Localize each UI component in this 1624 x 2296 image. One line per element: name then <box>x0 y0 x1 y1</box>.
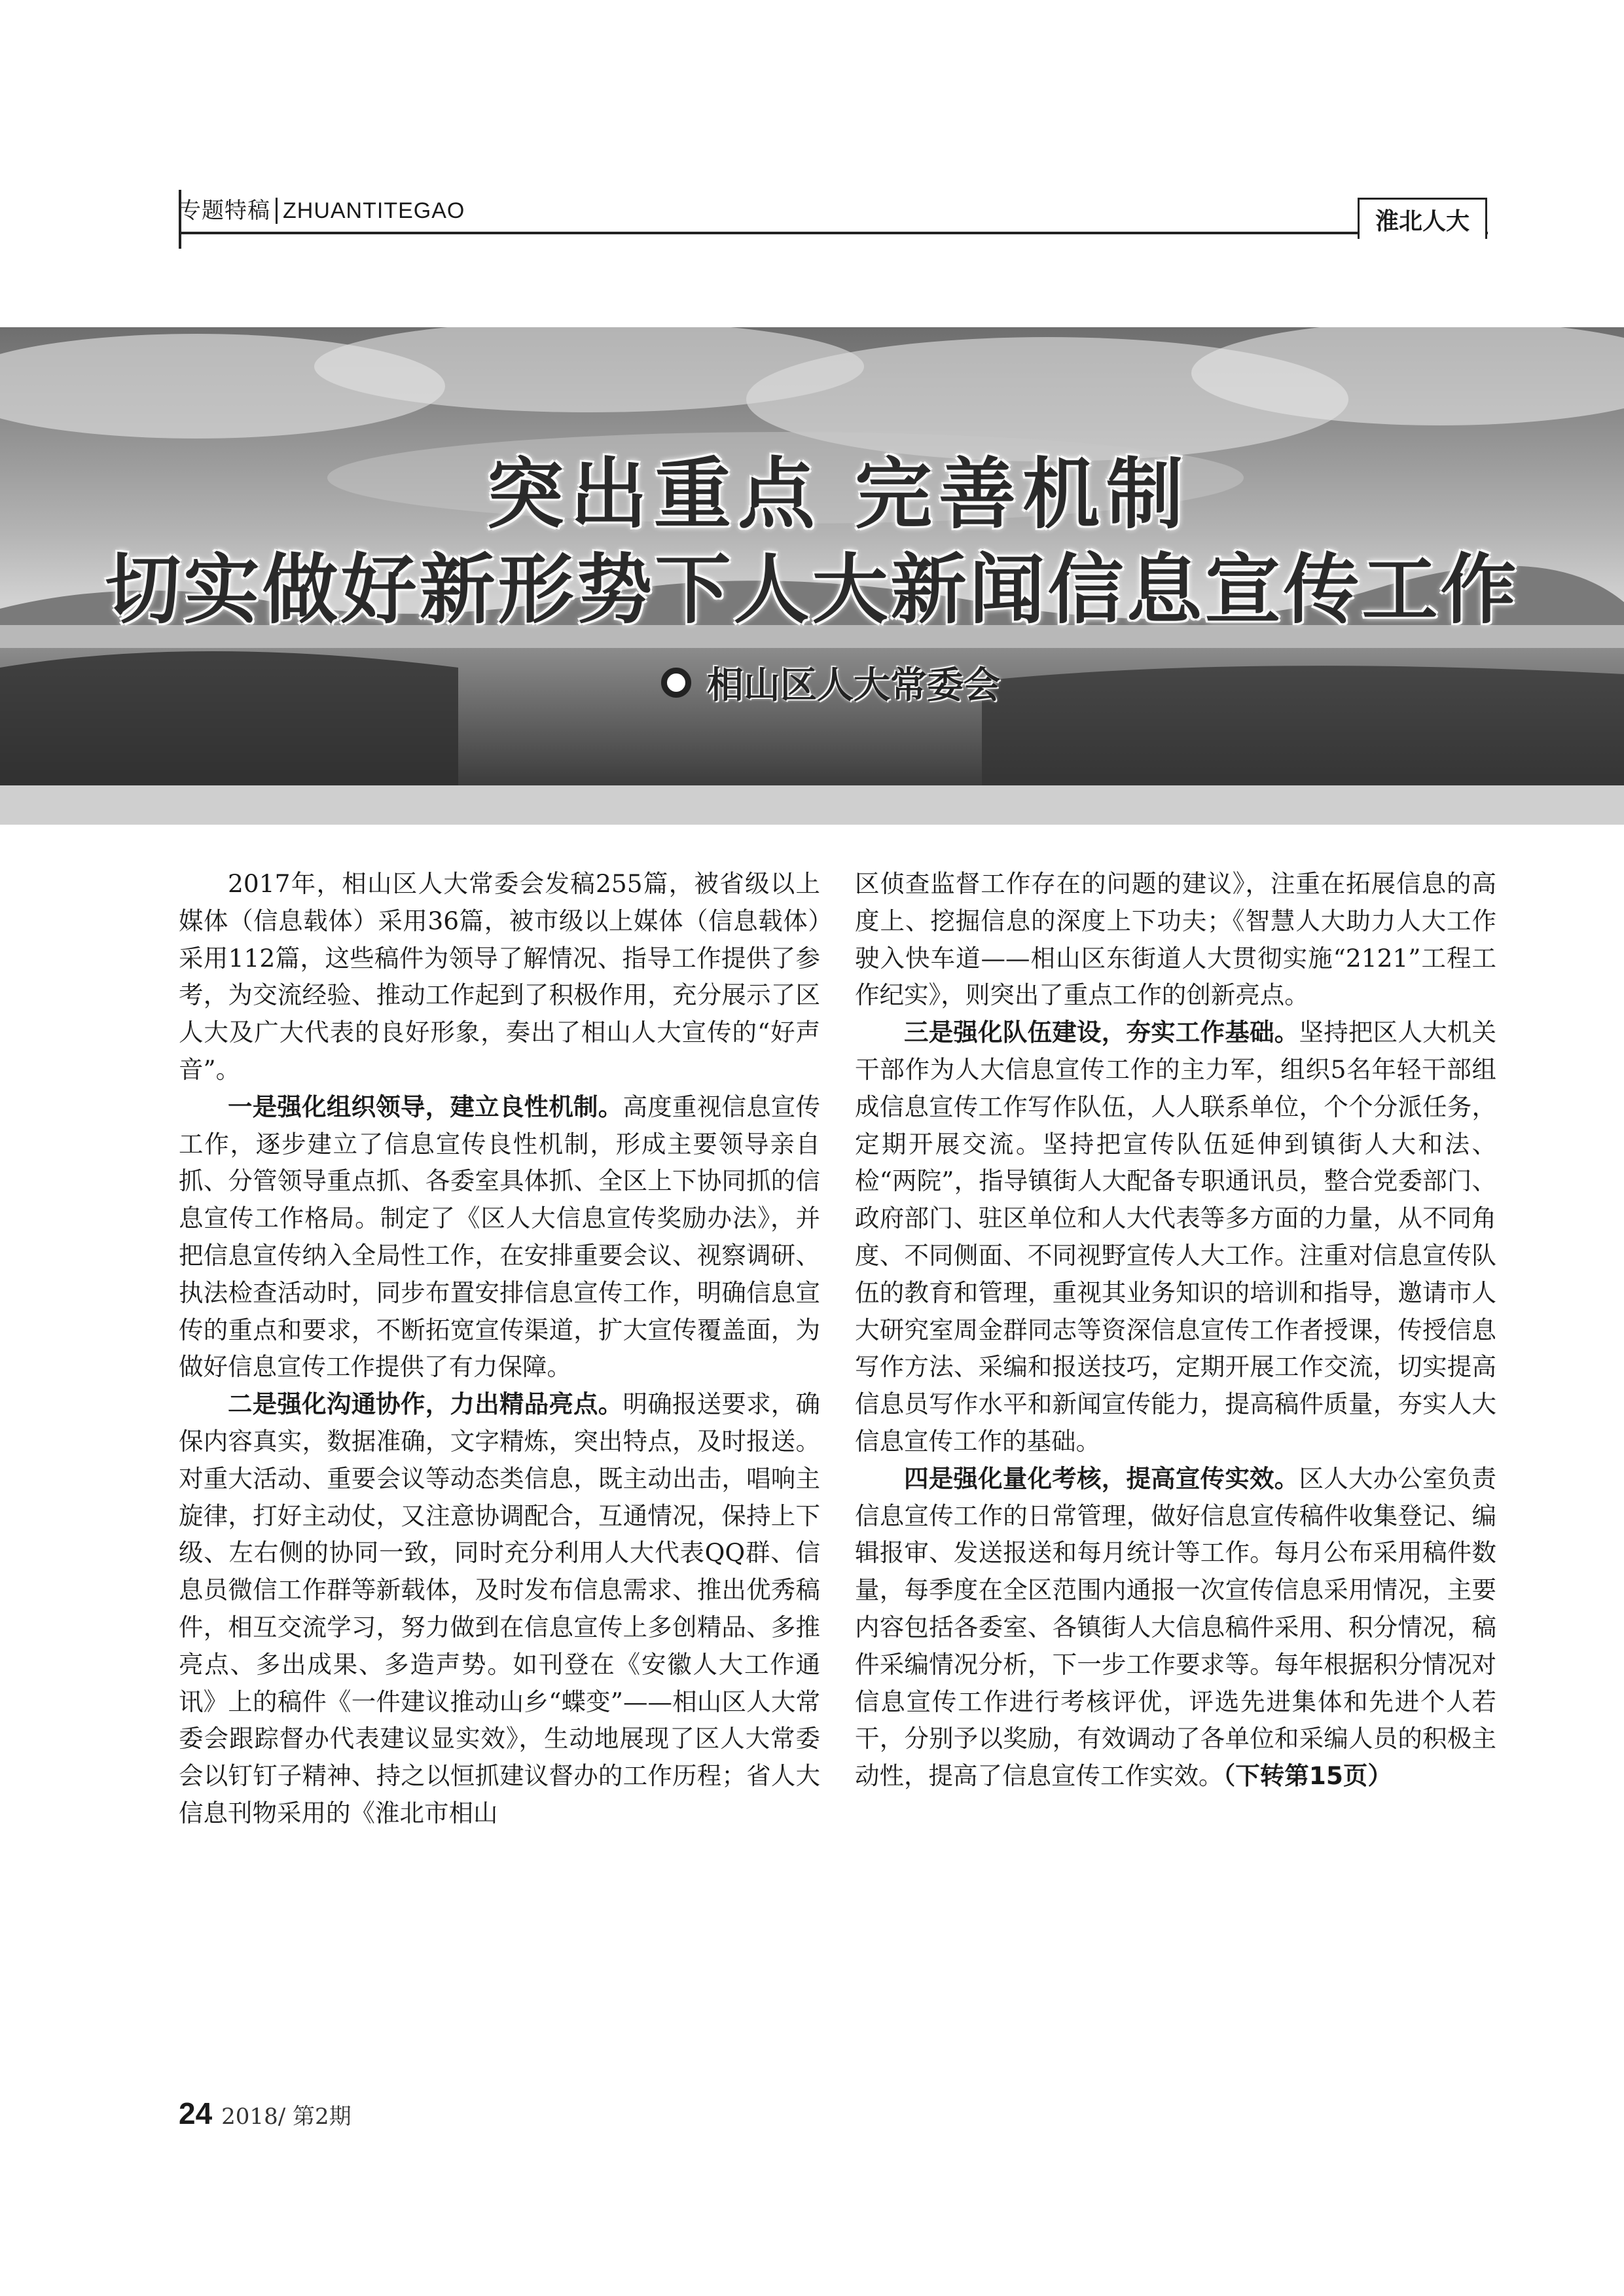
section-name: 专题特稿 <box>179 198 278 224</box>
article-column-right <box>855 865 1496 1795</box>
paragraph <box>855 1460 1496 1795</box>
paragraph-body: 区人大办公室负责信息宣传工作的日常管理，做好信息宣传稿件收集登记、编辑报审、发送报送和每月统计等工作。每月公布采用稿件数量，每季度在全区范围内通报一次宣传信息采用情况，主要内容包括各委室、各镇街人大信息稿件采用、积分情况，稿件采编情况分析，下一步工作要求等。每年根据积分情况对信息宣传工作进行考核评优，评选先进集体和先进个人若干，分别予以奖励，有效调动了各单位和采编人员的积极主动性，提高了信息宣传工作实效。 <box>855 1463 1497 1791</box>
paragraph <box>179 1088 820 1386</box>
circle-bullet-icon <box>661 668 691 698</box>
page-footer <box>179 2096 352 2135</box>
paragraph-lead: 二是强化沟通协作，力出精品亮点。 <box>228 1390 623 1419</box>
issue-label: 2018/ 第2期 <box>221 2104 352 2130</box>
page-number: 24 <box>179 2096 213 2130</box>
publication-name: 淮北人大 <box>1358 198 1487 239</box>
continued-note: （下转第15页） <box>1223 1761 1392 1791</box>
paragraph: 2017年，相山区人大常委会发稿255篇，被省级以上媒体（信息载体）采用36篇，被市级以上媒体（信息载体）采用112篇，这些稿件为领导了解情况、指导工作提供了参考，为交流经验、推动工作起到了积极作用，充分展示了区人大及广大代表的良好形象，奏出了相山人大宣传的“好声音”。 <box>179 869 820 1084</box>
article-column-left <box>179 865 820 1832</box>
header-rule <box>179 232 1488 234</box>
paragraph-lead: 四是强化量化考核，提高宣传实效。 <box>904 1463 1299 1493</box>
section-label <box>179 190 465 232</box>
paragraph <box>855 1014 1496 1460</box>
section-pinyin: ZHUANTITEGAO <box>283 198 465 223</box>
byline <box>661 660 1000 706</box>
paragraph-lead: 三是强化队伍建设，夯实工作基础。 <box>904 1018 1299 1047</box>
author: 相山区人大常委会 <box>707 664 1000 707</box>
paragraph-body: 高度重视信息宣传工作，逐步建立了信息宣传良性机制，形成主要领导亲自抓、分管领导重点抓、各委室具体抓、全区上下协同抓的信息宣传工作格局。制定了《区人大信息宣传奖励办法》，并把信息宣传纳入全局性工作，在安排重要会议、视察调研、执法检查活动时，同步布置安排信息宣传工作，明确信息宣传的重点和要求，不断拓宽宣传渠道，扩大宣传覆盖面，为做好信息宣传工作提供了有力保障。 <box>179 1092 821 1382</box>
paragraph-body: 坚持把区人大机关干部作为人大信息宣传工作的主力军，组织5名年轻干部组成信息宣传工作写作队伍，人人联系单位，个个分派任务，定期开展交流。坚持把宣传队伍延伸到镇街人大和法、检“两院”，指导镇街人大配备专职通讯员，整合党委部门、政府部门、驻区单位和人大代表等多方面的力量，从不同角度、不同侧面、不同视野宣传人大工作。注重对信息宣传队伍的教育和管理，重视其业务知识的培训和指导，邀请市人大研究室周金群同志等资深信息宣传工作者授课，传授信息写作方法、采编和报送技巧，定期开展工作交流，切实提高信息员写作水平和新闻宣传能力，提高稿件质量，夯实人大信息宣传工作的基础。 <box>855 1018 1497 1456</box>
article-title-line2: 切实做好新形势下人大新闻信息宣传工作 <box>105 546 1519 634</box>
banner-base-band <box>0 785 1624 825</box>
paragraph <box>179 1386 820 1832</box>
paragraph-body: 明确报送要求，确保内容真实，数据准确，文字精炼，突出特点，及时报送。对重大活动、重要会议等动态类信息，既主动出击，唱响主旋律，打好主动仗，又注意协调配合，互通情况，保持上下级、左右侧的协同一致，同时充分利用人大代表QQ群、信息员微信工作群等新载体，及时发布信息需求、推出优秀稿件，相互交流学习，努力做到在信息宣传上多创精品、多推亮点、多出成果、多造声势。如刊登在《安徽人大工作通讯》上的稿件《一件建议推动山乡“蝶变”——相山区人大常委会跟踪督办代表建议显实效》，生动地展现了区人大常委会以钉钉子精神、持之以恒抓建议督办的工作历程；省人大信息刊物采用的《淮北市相山 <box>179 1390 821 1827</box>
article-title-line1: 突出重点 完善机制 <box>486 449 1191 539</box>
paragraph-lead: 一是强化组织领导，建立良性机制。 <box>228 1092 623 1121</box>
paragraph-continued: 区侦查监督工作存在的问题的建议》，注重在拓展信息的高度上、挖掘信息的深度上下功夫；《智慧人大助力人大工作驶入快车道——相山区东街道人大贯彻实施“2121”工程工作纪实》，则突出了重点工作的创新亮点。 <box>855 869 1496 1010</box>
